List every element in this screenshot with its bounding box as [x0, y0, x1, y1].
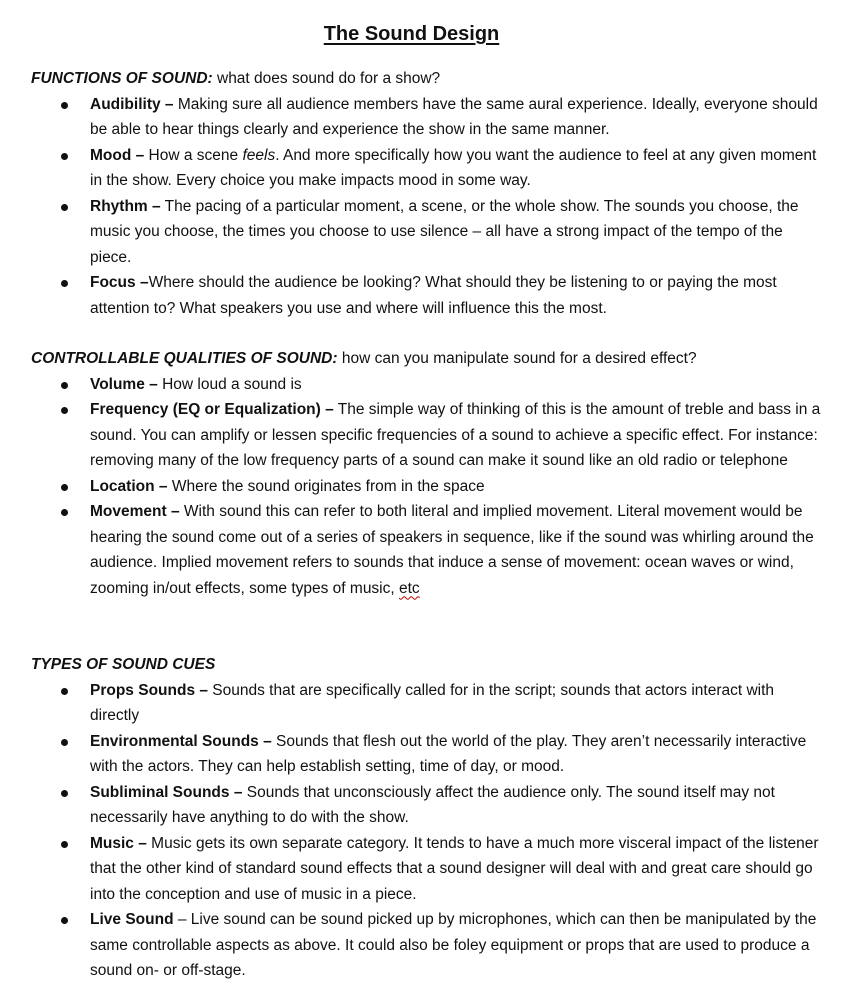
item-term: Location – — [90, 477, 168, 495]
section-heading-label: CONTROLLABLE QUALITIES OF SOUND: — [31, 350, 338, 367]
list-item — [31, 270, 821, 321]
bullet-icon — [61, 790, 68, 797]
bullet-icon — [61, 204, 68, 211]
item-text: Where the sound originates from in the space — [167, 477, 485, 495]
list-item — [31, 499, 821, 601]
list-item — [31, 907, 821, 984]
item-term: Mood – — [90, 146, 145, 164]
bullet-icon — [61, 917, 68, 924]
bullet-icon — [61, 280, 68, 287]
item-term: Props Sounds – — [90, 681, 208, 699]
section-heading-text: how can you manipulate sound for a desired effect? — [337, 350, 697, 367]
bullet-icon — [61, 382, 68, 389]
item-term: Subliminal Sounds – — [90, 783, 243, 801]
item-text-italic: feels — [242, 146, 276, 164]
item-term: Focus – — [90, 274, 149, 291]
item-text: How a scene — [144, 146, 243, 164]
bullet-icon — [61, 102, 68, 109]
section-heading-label: TYPES OF SOUND CUES — [31, 656, 216, 673]
list-item — [31, 143, 821, 194]
item-text: Making sure all audience members have the same aural experience. Ideally, everyone should be able to hear things clearly and experience the show in the same manner. — [90, 95, 818, 138]
bullet-icon — [61, 509, 68, 516]
section-types-of-sound-cues — [31, 652, 821, 984]
list-item — [31, 372, 821, 398]
list-item — [31, 474, 821, 500]
bullet-icon — [61, 484, 68, 491]
section-functions-of-sound — [31, 66, 821, 321]
list-item — [31, 92, 821, 143]
bullet-icon — [61, 407, 68, 414]
item-text: The pacing of a particular moment, a scene, or the whole show. The sounds you choose, the music you choose, the times you choose to use silence – all have a strong impact of the tempo of the piece. — [90, 197, 799, 266]
section-controllable-qualities — [31, 346, 821, 601]
list-item — [31, 397, 821, 474]
section-heading-text: what does sound do for a show? — [212, 70, 441, 87]
section-heading — [31, 346, 821, 372]
list-item — [31, 831, 821, 908]
item-text: Where should the audience be looking? What should they be listening to or paying the most attention to? What speakers you use and where will influence this the most. — [90, 274, 777, 317]
item-term: Rhythm – — [90, 197, 161, 215]
list-item — [31, 780, 821, 831]
item-term: Movement – — [90, 503, 180, 520]
list-item — [31, 194, 821, 271]
item-term: Live Sound — [90, 911, 174, 928]
bullet-icon — [61, 841, 68, 848]
bullet-list — [31, 372, 821, 602]
item-text: Music gets its own separate category. It tends to have a much more visceral impact of the listener that the other kind of standard sound effects that a sound designer will deal with and great care should go into the conception and use of music in a piece. — [90, 834, 819, 903]
item-text: The simple way of thinking of this is the amount of treble and bass in a sound. You can amplify or lessen specific frequencies of a sound to achieve a specific effect. For instance: removing many of the low frequency parts of a sound can make it sound like an old radio or telephone — [90, 401, 821, 469]
item-text: Sounds that are specifically called for in the script; sounds that actors interact with directly — [90, 681, 775, 724]
item-text: . And more specifically how you want the audience to feel at any given moment in the show. Every choice you make impacts mood in some way. — [90, 146, 817, 189]
item-text: Sounds that unconsciously affect the audience only. The sound itself may not necessarily have anything to do with the show. — [90, 783, 775, 826]
section-heading — [31, 66, 821, 92]
list-item — [31, 678, 821, 729]
item-text: How loud a sound is — [157, 375, 302, 393]
bullet-icon — [61, 153, 68, 160]
item-term: Environmental Sounds – — [90, 732, 272, 750]
bullet-list — [31, 92, 821, 322]
item-term: Music – — [90, 834, 147, 852]
bullet-list — [31, 678, 821, 984]
item-term: Volume – — [90, 375, 158, 393]
bullet-icon — [61, 688, 68, 695]
item-text: – Live sound can be sound picked up by microphones, which can then be manipulated by the same controllable aspects as above. It could also be foley equipment or props that are used to produce a sound on- or off-stage. — [90, 911, 817, 979]
section-heading-label: FUNCTIONS OF SOUND: — [31, 70, 213, 87]
spellcheck-flagged-word[interactable]: etc — [399, 579, 420, 597]
item-term: Audibility – — [90, 95, 174, 113]
document-title: The Sound Design — [323, 23, 500, 45]
list-item — [31, 729, 821, 780]
section-heading — [31, 652, 821, 678]
item-term: Frequency (EQ or Equalization) – — [90, 401, 334, 418]
item-text: With sound this can refer to both literal and implied movement. Literal movement would be hearing the sound come out of a series of speakers in sequence, like if the sound was whirling around the audience. Implied movement refers to sounds that induce a sense of movement: ocean waves or wind, zooming in/out effects, some types of music, — [90, 503, 814, 597]
item-text: Sounds that flesh out the world of the play. They aren’t necessarily interactive with the actors. They can help establish setting, time of day, or mood. — [90, 732, 807, 775]
bullet-icon — [61, 739, 68, 746]
